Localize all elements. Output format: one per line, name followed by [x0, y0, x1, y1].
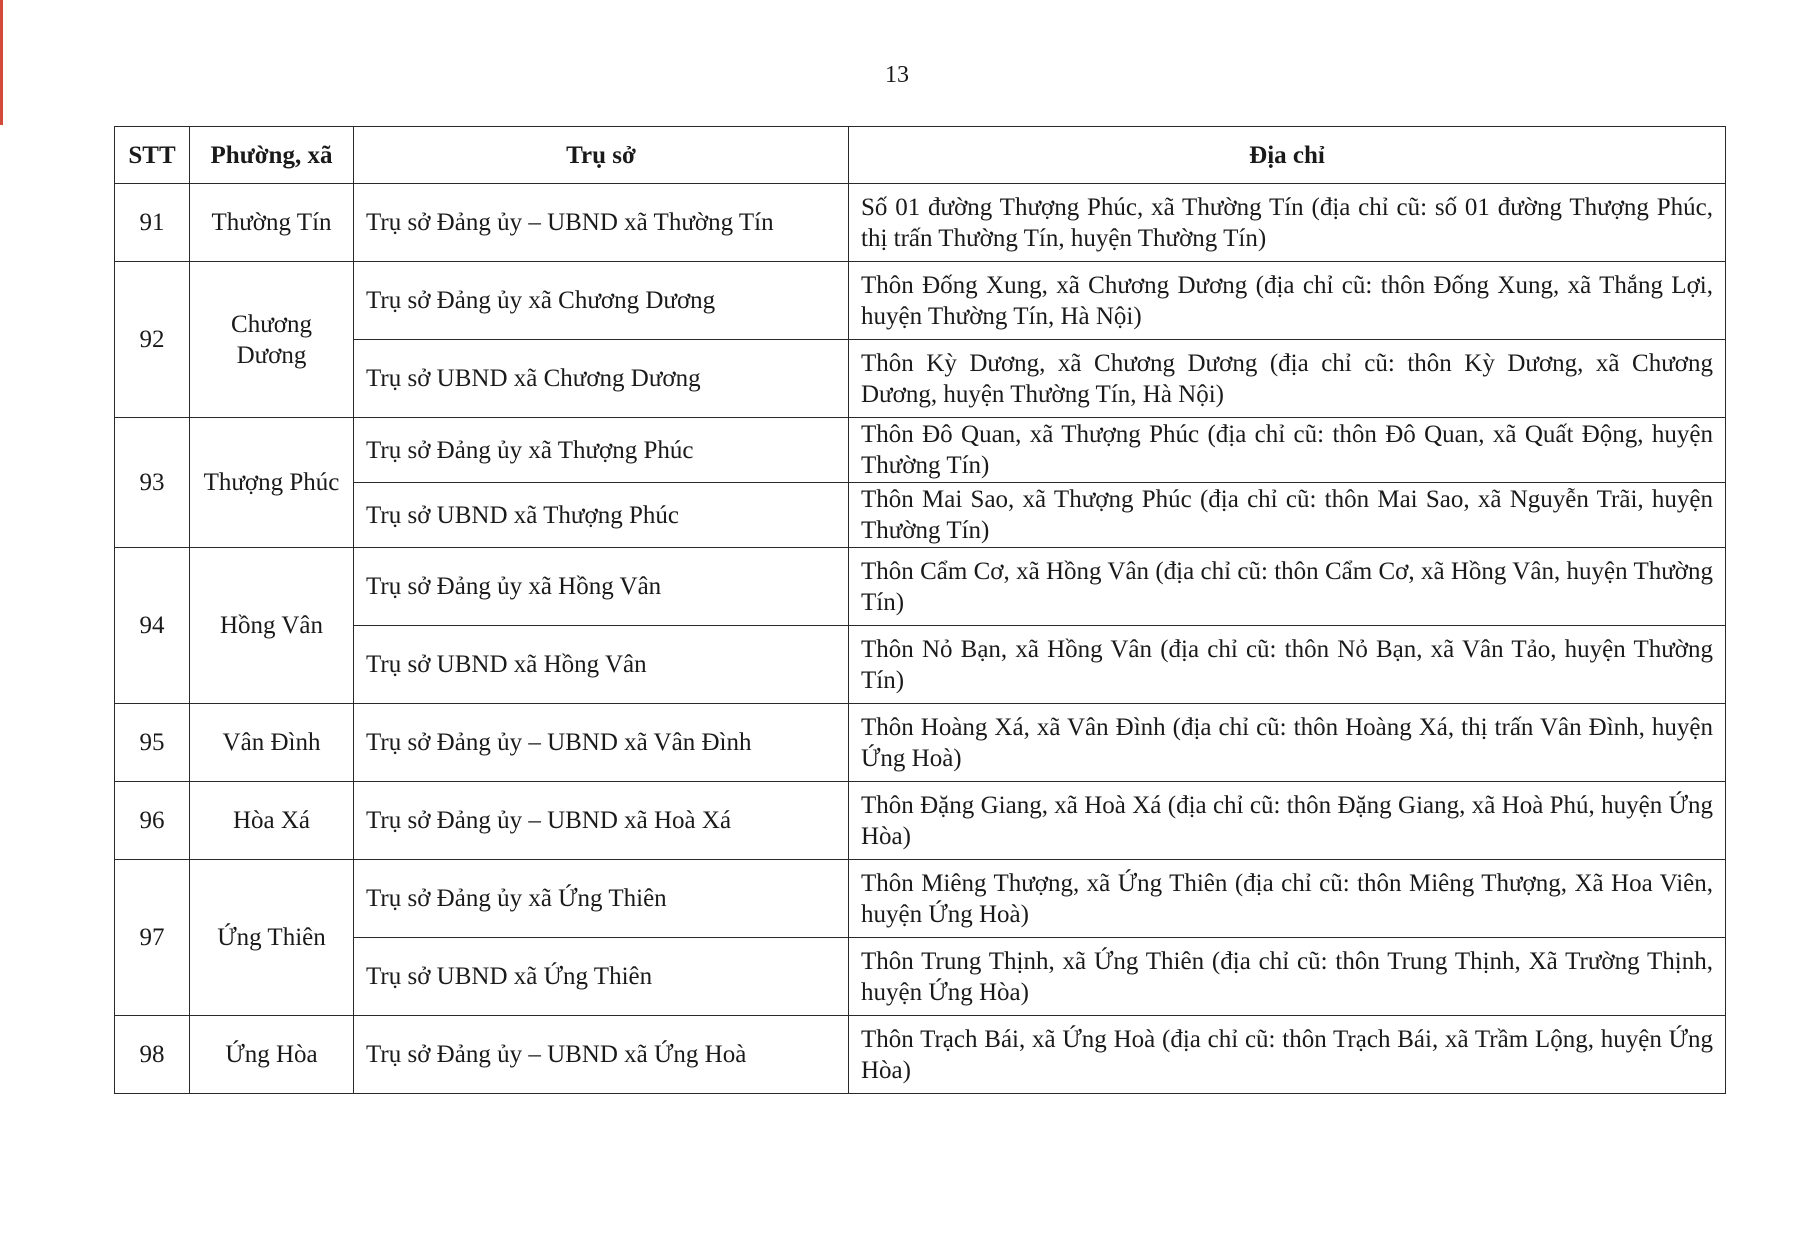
- table-row: [115, 704, 1726, 782]
- row-ward: Ứng Hòa: [190, 1016, 354, 1094]
- row-address: Thôn Hoàng Xá, xã Vân Đình (địa chỉ cũ: thôn Hoàng Xá, thị trấn Vân Đình, huyện Ứng Hoà): [849, 704, 1726, 782]
- row-ward: Vân Đình: [190, 704, 354, 782]
- table-row: [115, 1016, 1726, 1094]
- row-office: Trụ sở Đảng ủy – UBND xã Thường Tín: [354, 184, 849, 262]
- row-office: Trụ sở UBND xã Ứng Thiên: [354, 938, 849, 1016]
- row-ward: Chương Dương: [190, 262, 354, 418]
- row-address: Thôn Đống Xung, xã Chương Dương (địa chỉ cũ: thôn Đống Xung, xã Thắng Lợi, huyện Thường Tín, Hà Nội): [849, 262, 1726, 340]
- table-row: [115, 483, 1726, 548]
- row-address: Thôn Trung Thịnh, xã Ứng Thiên (địa chỉ cũ: thôn Trung Thịnh, Xã Trường Thịnh, huyện Ứng Hòa): [849, 938, 1726, 1016]
- table-row: [115, 262, 1726, 340]
- table-row: [115, 860, 1726, 938]
- table-row: [115, 626, 1726, 704]
- row-stt: 98: [115, 1016, 190, 1094]
- row-address: Thôn Kỳ Dương, xã Chương Dương (địa chỉ cũ: thôn Kỳ Dương, xã Chương Dương, huyện Thường Tín, Hà Nội): [849, 340, 1726, 418]
- table-row: [115, 548, 1726, 626]
- table-header-row: [115, 127, 1726, 184]
- table-row: [115, 184, 1726, 262]
- row-ward: Ứng Thiên: [190, 860, 354, 1016]
- header-address: Địa chỉ: [849, 127, 1726, 184]
- row-address: Thôn Cẩm Cơ, xã Hồng Vân (địa chỉ cũ: thôn Cẩm Cơ, xã Hồng Vân, huyện Thường Tín): [849, 548, 1726, 626]
- row-address: Thôn Trạch Bái, xã Ứng Hoà (địa chỉ cũ: thôn Trạch Bái, xã Trầm Lộng, huyện Ứng Hòa): [849, 1016, 1726, 1094]
- row-stt: 96: [115, 782, 190, 860]
- row-stt: 95: [115, 704, 190, 782]
- row-address: Thôn Mai Sao, xã Thượng Phúc (địa chỉ cũ: thôn Mai Sao, xã Nguyễn Trãi, huyện Thường Tín): [849, 483, 1726, 548]
- row-office: Trụ sở UBND xã Hồng Vân: [354, 626, 849, 704]
- row-office: Trụ sở Đảng ủy – UBND xã Ứng Hoà: [354, 1016, 849, 1094]
- row-address: Thôn Miêng Thượng, xã Ứng Thiên (địa chỉ cũ: thôn Miêng Thượng, Xã Hoa Viên, huyện Ứng Hoà): [849, 860, 1726, 938]
- row-stt: 92: [115, 262, 190, 418]
- table-row: [115, 340, 1726, 418]
- row-office: Trụ sở Đảng ủy xã Ứng Thiên: [354, 860, 849, 938]
- row-address: Số 01 đường Thượng Phúc, xã Thường Tín (địa chỉ cũ: số 01 đường Thượng Phúc, thị trấn Thường Tín, huyện Thường Tín): [849, 184, 1726, 262]
- row-office: Trụ sở Đảng ủy xã Hồng Vân: [354, 548, 849, 626]
- header-stt: STT: [115, 127, 190, 184]
- table-row: [115, 938, 1726, 1016]
- row-office: Trụ sở Đảng ủy xã Chương Dương: [354, 262, 849, 340]
- row-stt: 91: [115, 184, 190, 262]
- row-ward: Thượng Phúc: [190, 418, 354, 548]
- table-row: [115, 418, 1726, 483]
- table-row: [115, 782, 1726, 860]
- header-ward: Phường, xã: [190, 127, 354, 184]
- row-office: Trụ sở Đảng ủy – UBND xã Vân Đình: [354, 704, 849, 782]
- row-ward: Hồng Vân: [190, 548, 354, 704]
- row-ward: Thường Tín: [190, 184, 354, 262]
- row-office: Trụ sở Đảng ủy – UBND xã Hoà Xá: [354, 782, 849, 860]
- header-office: Trụ sở: [354, 127, 849, 184]
- row-stt: 93: [115, 418, 190, 548]
- row-office: Trụ sở UBND xã Thượng Phúc: [354, 483, 849, 548]
- row-office: Trụ sở UBND xã Chương Dương: [354, 340, 849, 418]
- row-stt: 97: [115, 860, 190, 1016]
- page-number: 13: [885, 62, 909, 88]
- row-address: Thôn Đặng Giang, xã Hoà Xá (địa chỉ cũ: thôn Đặng Giang, xã Hoà Phú, huyện Ứng Hòa): [849, 782, 1726, 860]
- office-address-table: [114, 126, 1726, 1094]
- row-office: Trụ sở Đảng ủy xã Thượng Phúc: [354, 418, 849, 483]
- row-ward: Hòa Xá: [190, 782, 354, 860]
- row-stt: 94: [115, 548, 190, 704]
- row-address: Thôn Đô Quan, xã Thượng Phúc (địa chỉ cũ: thôn Đô Quan, xã Quất Động, huyện Thường Tín): [849, 418, 1726, 483]
- row-address: Thôn Nỏ Bạn, xã Hồng Vân (địa chỉ cũ: thôn Nỏ Bạn, xã Vân Tảo, huyện Thường Tín): [849, 626, 1726, 704]
